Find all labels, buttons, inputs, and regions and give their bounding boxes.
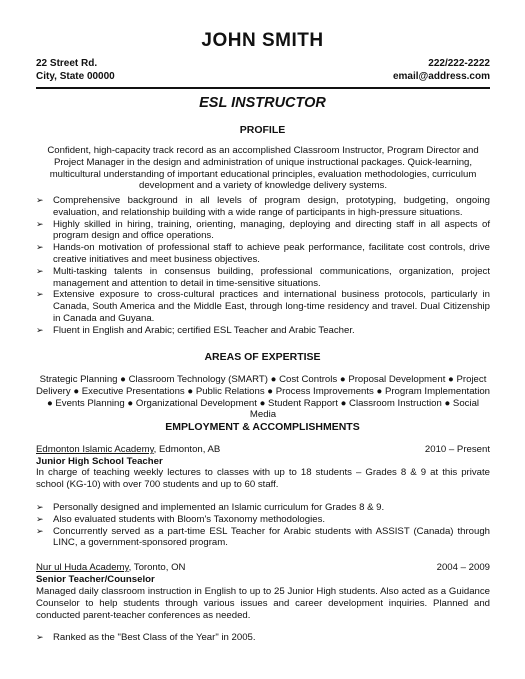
employer-name: Edmonton Islamic Academy xyxy=(36,444,154,455)
address-line2: City, State 00000 xyxy=(36,71,115,82)
arrow-bullet-icon: ➢ xyxy=(36,289,44,300)
list-item: ➢ Comprehensive background in all levels of program design, prototyping, budgeting, ongoing evaluation, and relationship building with a wide range of participants in high-pressure situations. xyxy=(36,195,490,218)
employer-location: , Edmonton, AB xyxy=(153,444,221,455)
email: email@address.com xyxy=(392,71,490,82)
employer-name: Nur ul Huda Academy xyxy=(36,562,129,573)
arrow-bullet-icon: ➢ xyxy=(36,632,44,642)
phone: 222/222-2222 xyxy=(428,58,490,69)
list-item: ➢ Multi-tasking talents in consensus building, professional communications, organization, project management and attention to detail in time-sensitive situations. xyxy=(36,265,490,289)
job-description: Managed daily classroom instruction in English to up to 25 Junior High students. Also acted as a Guidance Counselor to help students through various issues and career development inquiries. Planned and conducted parent-teacher conferences as needed. xyxy=(36,586,490,621)
list-item: ➢ Fluent in English and Arabic; certified ESL Teacher and Arabic Teacher. xyxy=(36,324,355,336)
profile-summary: Confident, high-capacity track record as an accomplished Classroom Instructor, Program Director and Project Manager in the design and administration of unique instructional packages. Quick-learning, multicultural understanding of important educational principles, evaluation methodologies, curriculum development and a variety of knowledge delivery systems. xyxy=(47,145,479,192)
job-dates: 2010 – Present xyxy=(424,444,490,455)
profile-bullets xyxy=(36,195,490,337)
expertise-heading: AREAS OF EXPERTISE xyxy=(204,351,321,363)
list-item: ➢ Extensive exposure to cross-cultural practices and international business protocols, particularly in Canada, South America and the Middle East, through long-time residency and travel. Dual Citizenship in Canada and Guyana. xyxy=(36,289,490,324)
job-title: ESL INSTRUCTOR xyxy=(199,95,326,111)
list-item: ➢ Ranked as the "Best Class of the Year" in 2005. xyxy=(36,632,256,643)
list-item: ➢ Highly skilled in hiring, training, orienting, managing, deploying and directing staff in all aspects of program design and office operations. xyxy=(36,218,490,242)
employment-heading: EMPLOYMENT & ACCOMPLISHMENTS xyxy=(165,421,360,433)
job-role: Senior Teacher/Counselor xyxy=(36,574,155,585)
employer-location: , Toronto, ON xyxy=(128,562,186,573)
list-item: ➢ Personally designed and implemented an Islamic curriculum for Grades 8 & 9. xyxy=(36,502,385,513)
candidate-name: JOHN SMITH xyxy=(201,30,324,51)
job-role: Junior High School Teacher xyxy=(36,456,163,467)
arrow-bullet-icon: ➢ xyxy=(36,218,44,229)
job-2-header xyxy=(36,562,490,573)
job-description: In charge of teaching weekly lectures to classes with up to 18 students – Grades 8 & 9 at this private school (KG-10) with over 700 students and up to 60 staff. xyxy=(36,467,490,490)
profile-heading: PROFILE xyxy=(239,124,286,136)
job-1-bullets xyxy=(36,502,490,549)
arrow-bullet-icon: ➢ xyxy=(36,324,44,335)
header-divider xyxy=(36,87,490,89)
job-1-header xyxy=(36,444,490,455)
arrow-bullet-icon: ➢ xyxy=(36,513,44,524)
list-item: ➢ Also evaluated students with Bloom's Taxonomy methodologies. xyxy=(36,513,326,525)
address-line1: 22 Street Rd. xyxy=(36,58,98,69)
list-item: ➢ Hands-on motivation of professional staff to achieve peak performance, facilitate cost controls, drive creative initiatives and meet business objectives. xyxy=(36,242,490,265)
arrow-bullet-icon: ➢ xyxy=(36,525,44,536)
job-2-bullets xyxy=(36,632,490,644)
arrow-bullet-icon: ➢ xyxy=(36,195,44,205)
arrow-bullet-icon: ➢ xyxy=(36,265,44,276)
job-dates: 2004 – 2009 xyxy=(436,562,490,573)
arrow-bullet-icon: ➢ xyxy=(36,502,44,512)
arrow-bullet-icon: ➢ xyxy=(36,242,44,253)
list-item: ➢ Concurrently served as a part-time ESL Teacher for Arabic students with ASSIST (Canada) through LINC, a government-sponsored program. xyxy=(36,525,490,549)
expertise-list: Strategic Planning ● Classroom Technology (SMART) ● Cost Controls ● Proposal Development ● Project Delivery ● Executive Presentations ● Public Relations ● Process Improvements ● Program Implementation ● Events Planning ● Organizational Development ● Student Rapport ● Classroom Instruction ● Social Media xyxy=(36,374,491,421)
